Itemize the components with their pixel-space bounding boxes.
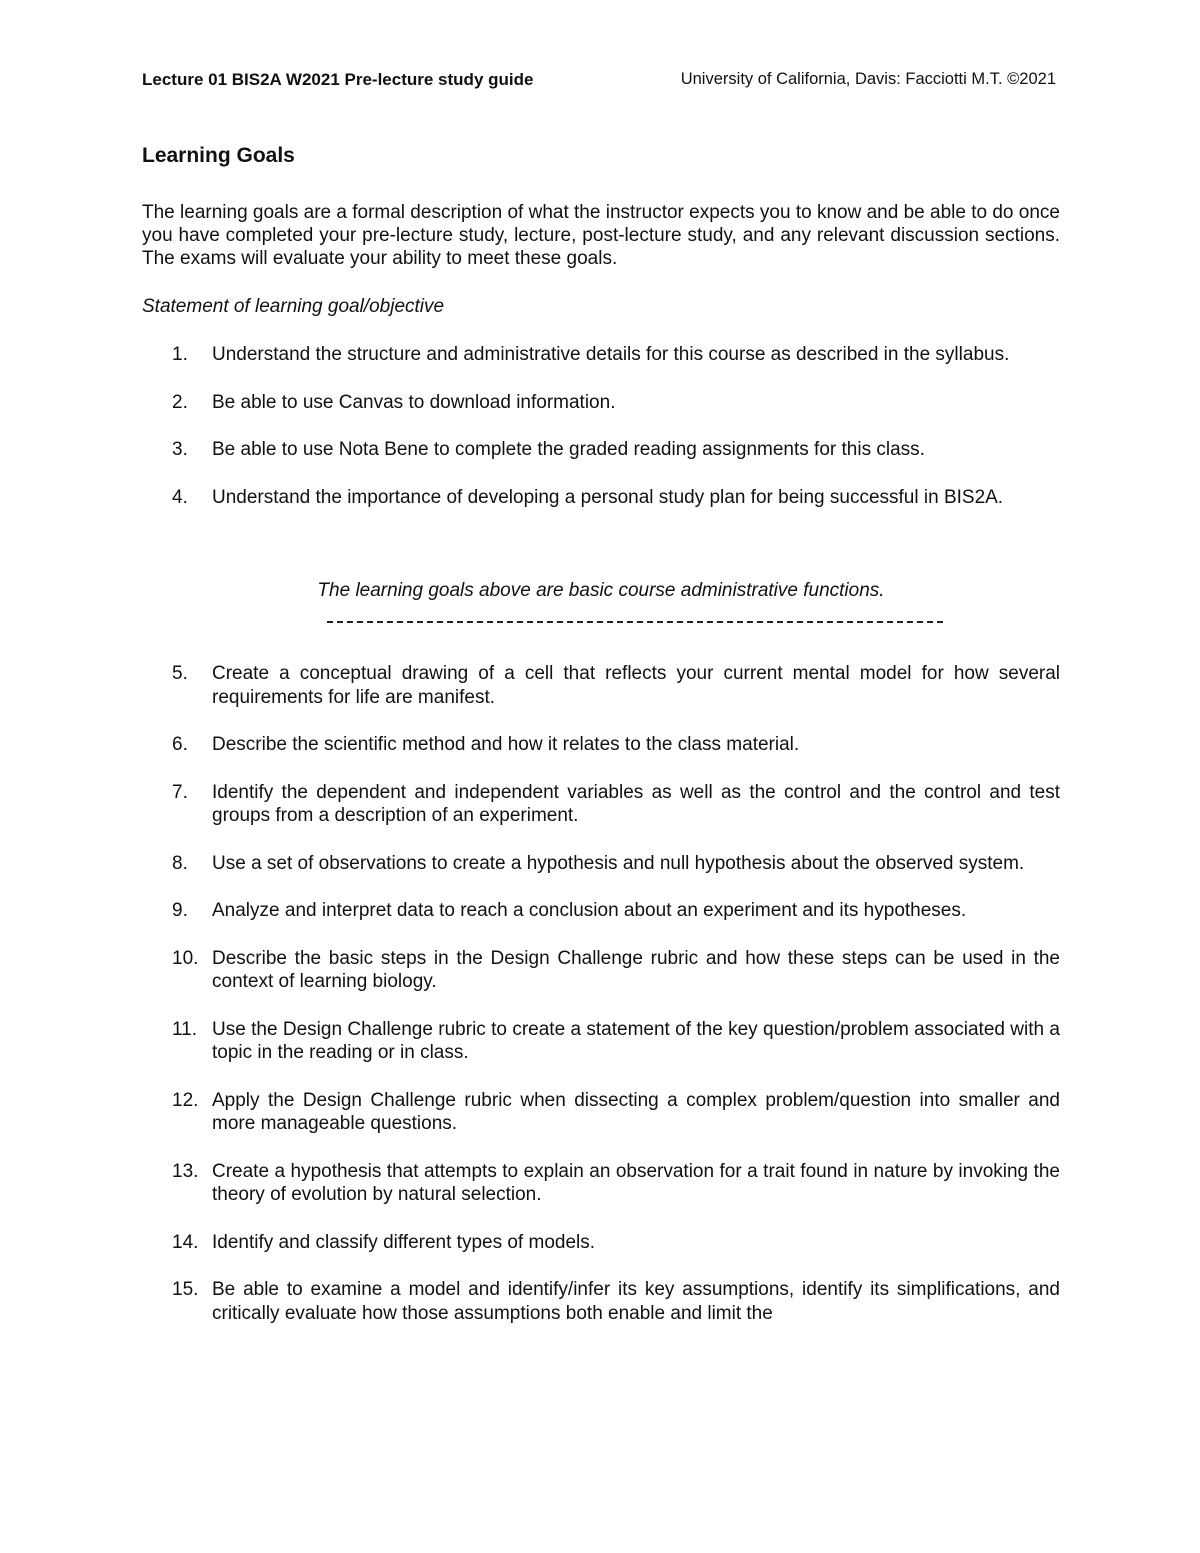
goal-number: 15. xyxy=(172,1279,199,1300)
list-item xyxy=(142,486,1060,510)
list-item xyxy=(142,733,1060,757)
goal-number: 13. xyxy=(172,1160,199,1182)
goal-text: Create a conceptual drawing of a cell that reflects your current mental model for how several requirements for life are manifest. xyxy=(212,663,1060,708)
list-item xyxy=(142,852,1060,876)
list-item xyxy=(142,1018,1060,1065)
goal-text: Create a hypothesis that attempts to explain an observation for a trait found in nature by invoking the theory of evolution by natural selection. xyxy=(212,1160,1060,1205)
intro-paragraph: The learning goals are a formal description of what the instructor expects you to know and be able to do once you have completed your pre-lecture study, lecture, post-lecture study, and any relevant discussion sections. The exams will evaluate your ability to meet these goals. xyxy=(142,202,1060,269)
list-item xyxy=(142,947,1060,994)
goal-text: Be able to use Canvas to download information. xyxy=(212,391,616,413)
header-course-title: Lecture 01 BIS2A W2021 Pre-lecture study guide xyxy=(142,70,534,89)
goal-text: Analyze and interpret data to reach a conclusion about an experiment and its hypotheses. xyxy=(212,900,967,921)
list-item xyxy=(142,438,1060,462)
list-item xyxy=(142,343,1060,367)
list-item xyxy=(142,1278,1060,1325)
section-title: Learning Goals xyxy=(142,144,295,167)
admin-note: The learning goals above are basic course administrative functions. xyxy=(317,580,885,601)
list-item xyxy=(142,1231,1060,1255)
goal-number: 7. xyxy=(172,781,188,803)
goal-text: Apply the Design Challenge rubric when dissecting a complex problem/question into smaller and more manageable questions. xyxy=(212,1089,1060,1134)
goal-text: Use a set of observations to create a hypothesis and null hypothesis about the observed system. xyxy=(212,852,1025,874)
goal-number: 9. xyxy=(172,900,188,921)
list-item xyxy=(142,899,1060,923)
goal-number: 1. xyxy=(172,344,188,365)
goal-number: 11. xyxy=(172,1018,198,1040)
goal-number: 5. xyxy=(172,663,188,684)
dashed-divider xyxy=(327,621,943,623)
goal-number: 8. xyxy=(172,852,188,874)
list-item xyxy=(142,1089,1060,1136)
list-item xyxy=(142,1160,1060,1207)
goal-text: Use the Design Challenge rubric to create a statement of the key question/problem associated with a topic in the reading or in class. xyxy=(212,1018,1060,1063)
statement-heading: Statement of learning goal/objective xyxy=(142,296,445,317)
goal-number: 10. xyxy=(172,947,199,969)
list-item xyxy=(142,662,1060,709)
goal-text: Identify the dependent and independent variables as well as the control and the control and test groups from a description of an experiment. xyxy=(212,781,1060,826)
header-institution: University of California, Davis: Facciotti M.T. ©2021 xyxy=(680,70,1056,88)
goal-number: 2. xyxy=(172,391,188,413)
goal-number: 4. xyxy=(172,486,188,508)
page-header xyxy=(142,70,1058,96)
goal-text: Understand the structure and administrative details for this course as described in the syllabus. xyxy=(212,344,1010,365)
content-goals-list xyxy=(142,662,1060,1349)
goal-number: 14. xyxy=(172,1231,199,1253)
goal-text: Identify and classify different types of models. xyxy=(212,1231,596,1253)
goal-text: Be able to examine a model and identify/infer its key assumptions, identify its simplifications, and critically evaluate how those assumptions both enable and limit the xyxy=(212,1279,1060,1324)
goal-text: Understand the importance of developing a personal study plan for being successful in BIS2A. xyxy=(212,486,1004,508)
admin-goals-list xyxy=(142,343,1060,533)
list-item xyxy=(142,391,1060,415)
goal-number: 3. xyxy=(172,439,188,460)
goal-number: 12. xyxy=(172,1089,199,1111)
goal-number: 6. xyxy=(172,734,188,755)
goal-text: Describe the basic steps in the Design Challenge rubric and how these steps can be used in the context of learning biology. xyxy=(212,947,1060,992)
list-item xyxy=(142,781,1060,828)
goal-text: Be able to use Nota Bene to complete the graded reading assignments for this class. xyxy=(212,439,925,460)
goal-text: Describe the scientific method and how it relates to the class material. xyxy=(212,734,800,755)
